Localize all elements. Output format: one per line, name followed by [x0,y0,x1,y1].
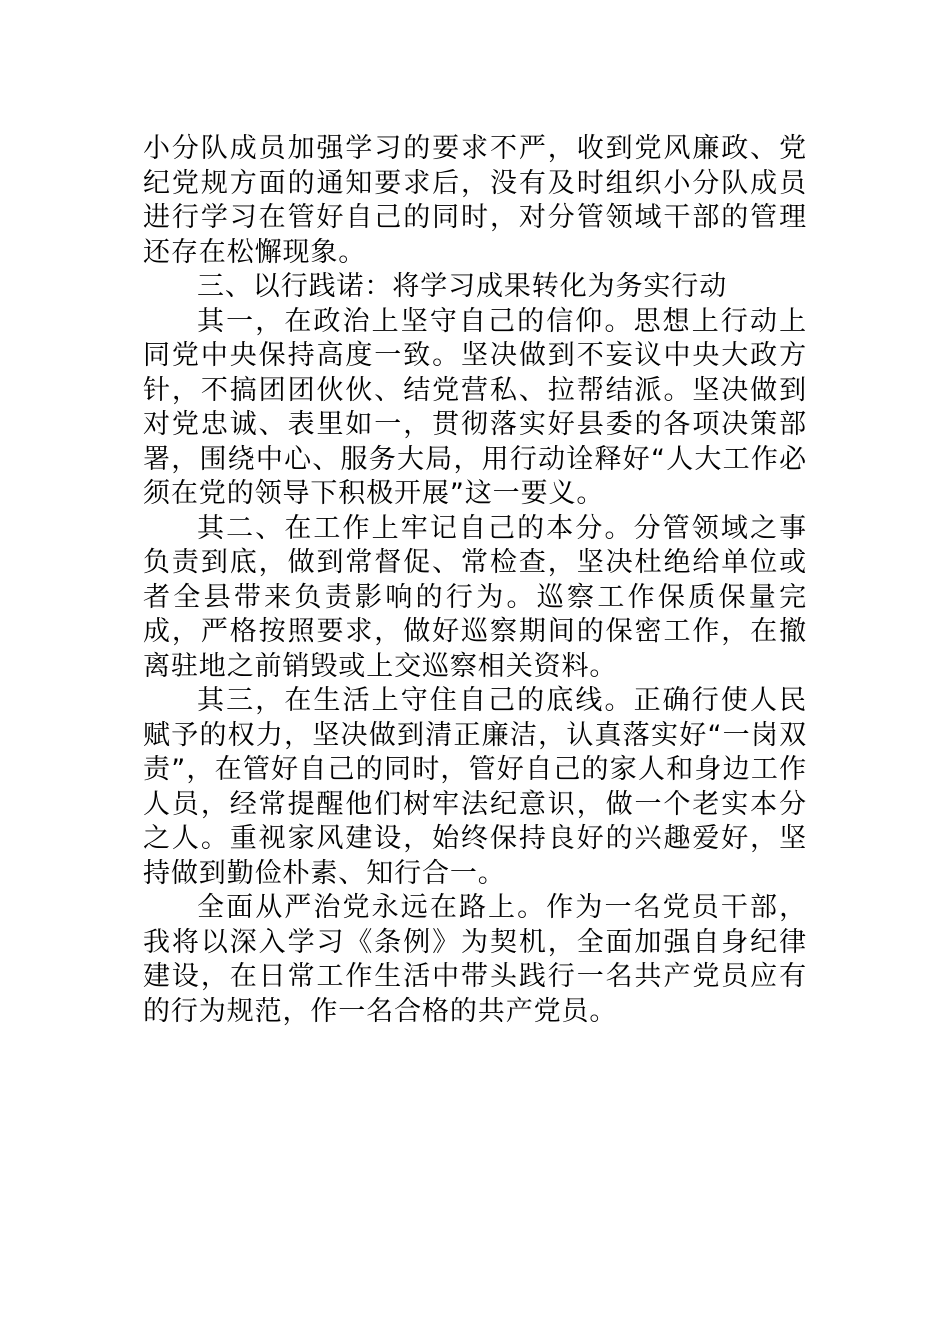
paragraph-point-three: 其三，在生活上守住自己的底线。正确行使人民赋予的权力，坚决做到清正廉洁，认真落实好“一岗双责”，在管好自己的同时，管好自己的家人和身边工作人员，经常提醒他们树牢法纪意识，做一个老实本分之人。重视家风建设，始终保持良好的兴趣爱好，坚持做到勤俭朴素、知行合一。 [143,685,807,889]
paragraph-point-two: 其二、在工作上牢记自己的本分。分管领域之事负责到底，做到常督促、常检查，坚决杜绝给单位或者全县带来负责影响的行为。巡察工作保质保量完成，严格按照要求，做好巡察期间的保密工作，在撤离驻地之前销毁或上交巡察相关资料。 [143,512,807,682]
document-page [143,132,807,1029]
paragraph-point-one: 其一，在政治上坚守自己的信仰。思想上行动上同党中央保持高度一致。坚决做到不妄议中央大政方针，不搞团团伙伙、结党营私、拉帮结派。坚决做到对党忠诚、表里如一，贯彻落实好县委的各项决策部署，围绕中心、服务大局，用行动诠释好“人大工作必须在党的领导下积极开展”这一要义。 [143,305,807,509]
paragraph-continued: 小分队成员加强学习的要求不严，收到党风廉政、党纪党规方面的通知要求后，没有及时组织小分队成员进行学习在管好自己的同时，对分管领域干部的管理还存在松懈现象。 [143,133,807,268]
section-heading-three: 三、以行践诺：将学习成果转化为务实行动 [197,271,728,302]
paragraph-conclusion: 全面从严治党永远在路上。作为一名党员干部，我将以深入学习《条例》为契机，全面加强自身纪律建设，在日常工作生活中带头践行一名共产党员应有的行为规范，作一名合格的共产党员。 [143,892,807,1027]
